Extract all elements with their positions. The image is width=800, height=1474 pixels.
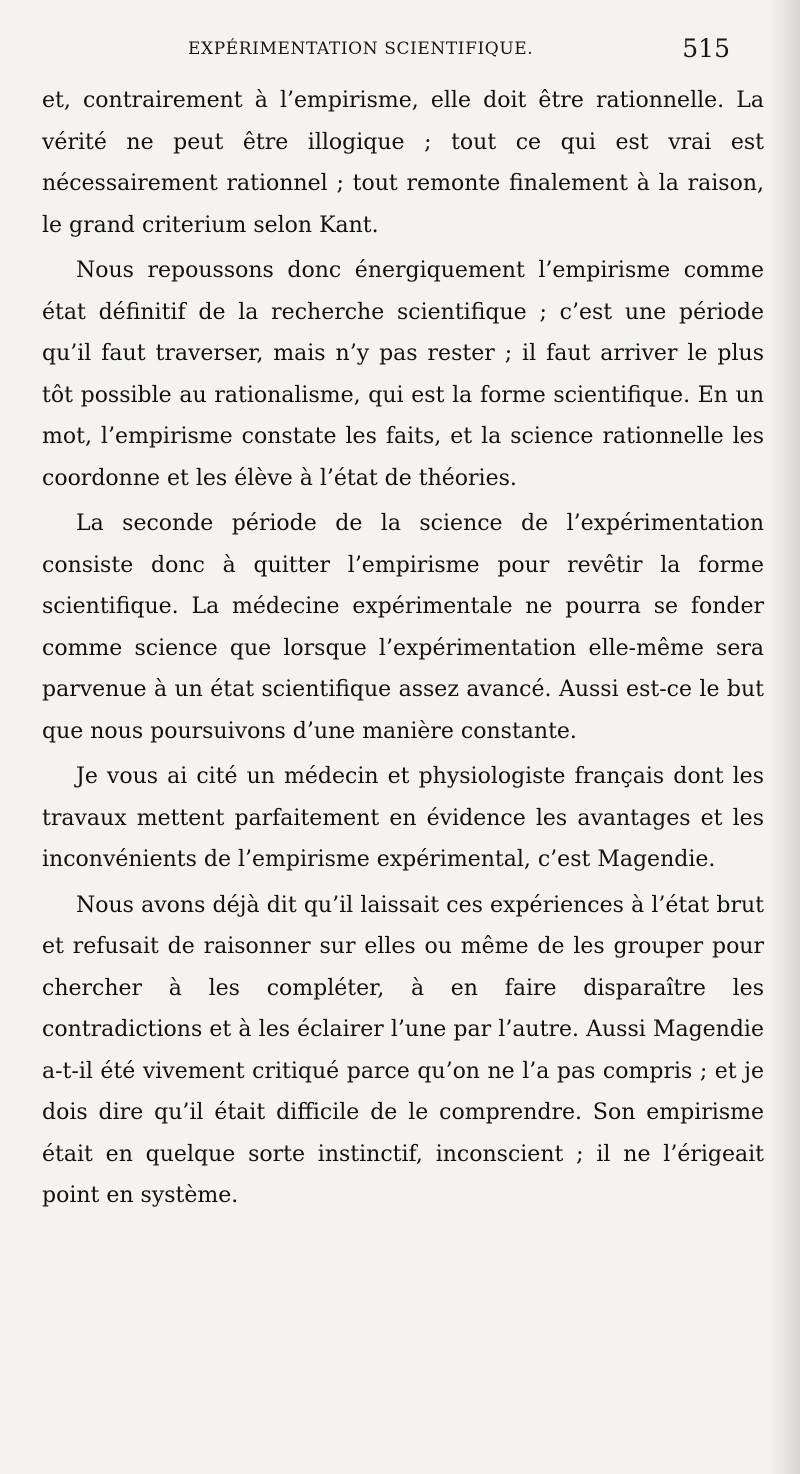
paragraph-continuation: et, contrairement à l’empirisme, elle doit être rationnelle. La vérité ne peut être illogique ; tout ce qui est vrai est nécessairement rationnel ; tout remonte finalement à la raison, le grand criterium selon Kant. bbox=[42, 88, 764, 238]
page-edge-shadow bbox=[766, 0, 800, 1474]
paragraph-magendie-intro: Je vous ai cité un médecin et physiologiste français dont les travaux mettent parfaitement en évidence les avantages et les inconvénients de l’empirisme expérimental, c’est Magendie. bbox=[42, 764, 764, 872]
paragraph-magendie-critique: Nous avons déjà dit qu’il laissait ces expériences à l’état brut et refusait de raisonner sur elles ou même de les grouper pour chercher à les compléter, à en faire disparaître les contradictions et à les éclairer l’une par l’autre. Aussi Magendie a-t-il été vivement critiqué parce qu’on ne l’a pas compris ; et je dois dire qu’il était difficile de le comprendre. Son empirisme était en quelque sorte instinctif, inconscient ; il ne l’érigeait point en système. bbox=[42, 892, 764, 1208]
running-head: EXPÉRIMENTATION SCIENTIFIQUE. bbox=[188, 39, 534, 59]
page-number: 515 bbox=[682, 34, 730, 63]
page-header bbox=[40, 34, 740, 66]
body-text bbox=[42, 80, 764, 1221]
paragraph-seconde-periode: La seconde période de la science de l’expérimentation consiste donc à quitter l’empirisme pour revêtir la forme scientifique. La médecine expérimentale ne pourra se fonder comme science que lorsque l’expérimentation elle-même sera parvenue à un état scientifique assez avancé. Aussi est-ce le but que nous poursuivons d’une manière constante. bbox=[42, 511, 764, 744]
paragraph-empirisme: Nous repoussons donc énergiquement l’empirisme comme état définitif de la recherche scientifique ; c’est une période qu’il faut traverser, mais n’y pas rester ; il faut arriver le plus tôt possible au rationalisme, qui est la forme scientifique. En un mot, l’empirisme constate les faits, et la science rationnelle les coordonne et les élève à l’état de théories. bbox=[42, 258, 764, 491]
